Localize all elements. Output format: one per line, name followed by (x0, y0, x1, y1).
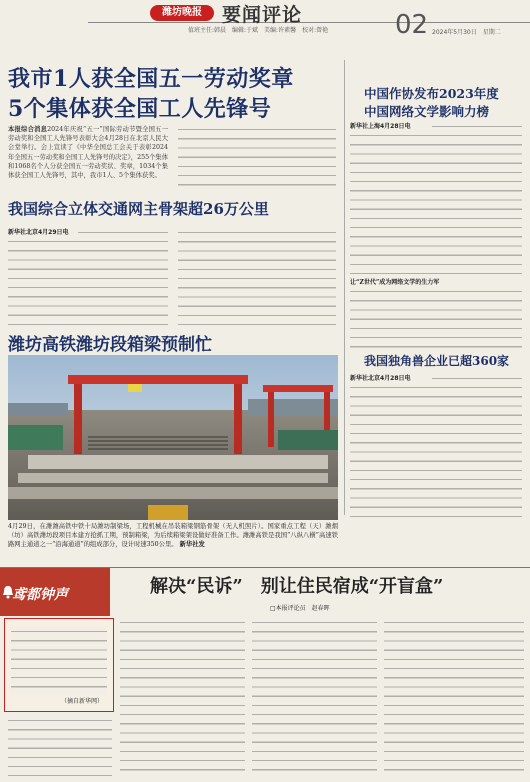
column-divider (344, 60, 345, 515)
lead-headline-1: 我市1人获全国五一劳动奖章 (8, 66, 294, 92)
literature-text-2 (350, 131, 522, 276)
commentary-sidebar (4, 618, 114, 712)
transport-story (8, 198, 338, 328)
transport-dateline: 新华社北京4月29日电 (8, 229, 69, 236)
railway-caption (8, 522, 338, 562)
lead-text-col2 (178, 125, 336, 191)
commentary-banner (0, 568, 110, 616)
transport-text-col2 (178, 228, 336, 327)
railway-photo (8, 355, 338, 520)
lead-byline: 本报综合消息 (8, 126, 48, 133)
logo: 潍坊晚报 (150, 5, 214, 21)
literature-headline-1: 中国作协发布2023年度 (364, 86, 499, 101)
unicorn-story (350, 352, 522, 522)
masthead (0, 0, 530, 40)
section-title: 要闻评论 (222, 4, 303, 26)
sidebar-credit: （摘自新华网） (61, 698, 104, 705)
editor-credits: 值班主任:韩晨 编辑:于斌 美编:许素馨 校对:曾艳 (188, 27, 329, 34)
commentary-headline: 解决“民诉” 别让住民宿成“开盲盒” (150, 576, 444, 597)
bell-icon (2, 584, 14, 598)
commentary-col-2 (252, 618, 377, 776)
literature-text-3 (350, 287, 522, 349)
masthead-bar (88, 22, 530, 23)
unicorn-text-2 (350, 383, 522, 521)
sidebar-text (11, 627, 107, 695)
lead-story (8, 62, 338, 192)
transport-text-col1 (78, 228, 168, 236)
railway-headline: 潍坊高铁潍坊段箱梁预制忙 (8, 335, 212, 355)
page-number: 02 (395, 10, 429, 40)
transport-text-col1b (8, 237, 168, 327)
commentary-col-0 (8, 716, 112, 776)
literature-text-1 (432, 122, 522, 130)
lead-headline-2: 5个集体获全国工人先锋号 (8, 96, 272, 122)
commentary-column-name: 鸢都钟声 (12, 587, 68, 603)
literature-subhead: 让“Z世代”成为网络文学的生力军 (350, 279, 440, 286)
literature-dateline: 新华社上海4月28日电 (350, 123, 411, 130)
railway-photo-credit: 新华社发 (179, 541, 205, 549)
commentary-col-3 (384, 618, 524, 776)
railway-story (8, 330, 338, 565)
literature-headline-2: 中国网络文学影响力榜 (364, 104, 490, 119)
unicorn-text-1 (432, 374, 522, 382)
literature-story (350, 84, 522, 349)
unicorn-dateline: 新华社北京4月28日电 (350, 375, 411, 382)
construction-site-image (8, 355, 338, 520)
transport-headline: 我国综合立体交通网主骨架超26万公里 (8, 200, 269, 218)
unicorn-headline: 我国独角兽企业已超360家 (364, 354, 510, 368)
page-date: 2024年5月30日 星期二 (432, 29, 501, 36)
lead-text (8, 125, 168, 191)
railway-caption-text: 4月29日，在潍潍高铁中铁十局潍坊制梁场，工程机械在吊装箱梁钢筋骨架（无人机照片）。国家重点工程（天）潍烟（坊）高铁潍坊段项目本建方抢抓工期，预制箱梁，为后续箱梁架设做好准备工作。潍潍高铁是我国“八纵八横”高速铁路网主通道之一“沿海通道”的组成部分，设计时速350公里。 (8, 523, 338, 549)
commentary-col-1 (120, 618, 245, 776)
commentary-byline: □本报评论员 赵春晖 (270, 605, 330, 612)
lead-body: 2024年庆祝“五一”国际劳动节暨全国五一劳动奖和全国工人先锋号表彰大会4月28日在北京人民大会堂举行。会上宣读了《中华全国总工会关于表彰2024年全国五一劳动奖和全国工人先锋号的决定》，255个集体和1068名个人分获全国五一劳动奖状、奖章，1034个集体获全国工人先锋号，其中，我市1人、5个集体获奖。 (8, 126, 168, 180)
